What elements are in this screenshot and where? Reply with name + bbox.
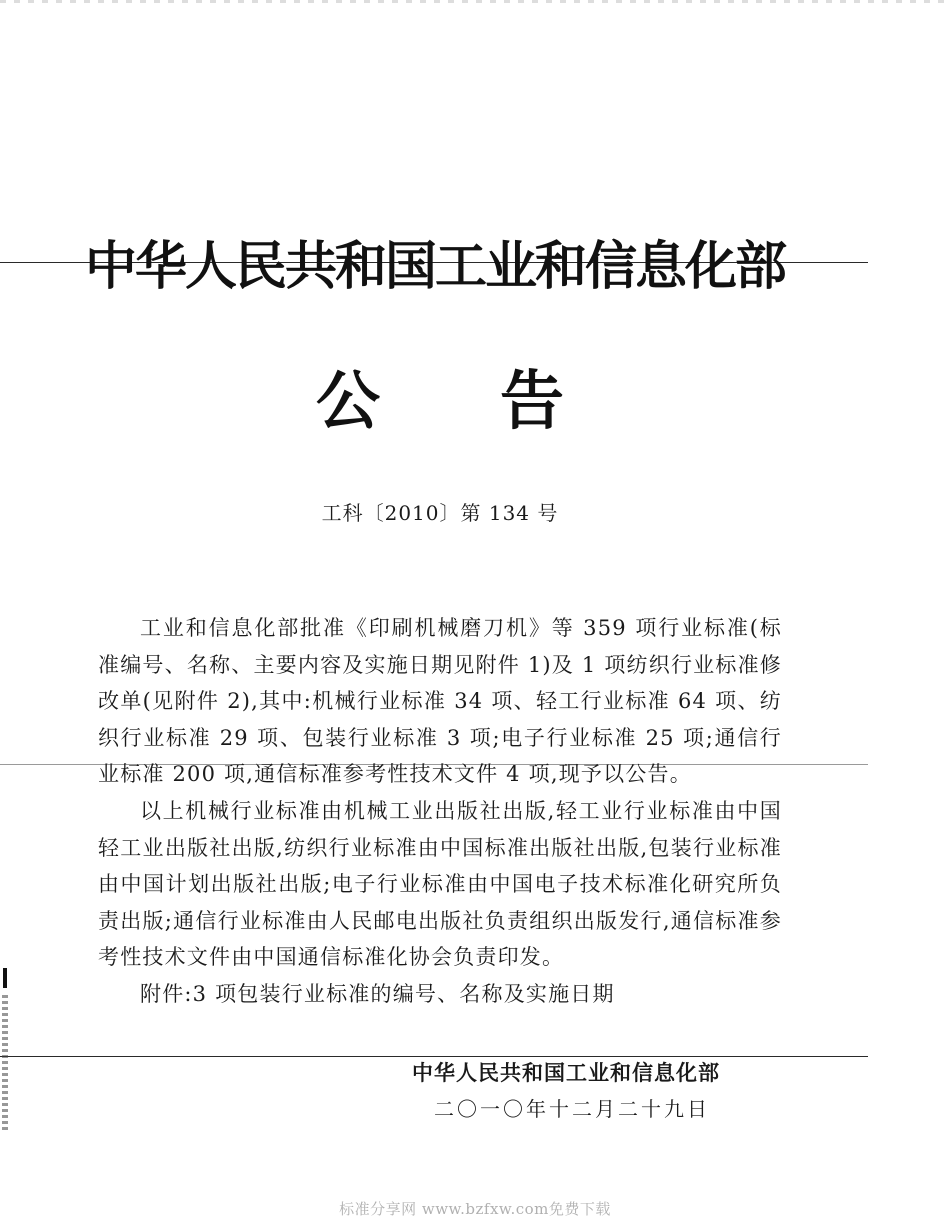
signature-date: 二〇一〇年十二月二十九日 [434, 1097, 710, 1121]
document-number: 工科〔2010〕第 134 号 [321, 501, 559, 525]
attachment-line: 附件:3 项包装行业标准的编号、名称及实施日期 [140, 981, 615, 1006]
signature-organization: 中华人民共和国工业和信息化部 [412, 1061, 720, 1085]
scan-edge-strip [2, 995, 8, 1130]
notice-body [98, 610, 782, 1013]
watermark: 标准分享网 www.bzfxw.com免费下载 [339, 1200, 611, 1218]
body-paragraph-1: 工业和信息化部批准《印刷机械磨刀机》等 359 项行业标准(标准编号、名称、主要内容及实施日期见附件 1)及 1 项纺织行业标准修改单(见附件 2),其中:机械行业标准 34 项、轻工行业标准 64 项、纺织行业标准 29 项、包装行业标准 3 项;电子行业标准 25 项;通信行业标准 200 项,通信标准参考性技术文件 4 项,现予以公告。 [98, 616, 782, 787]
signature-rule [0, 1056, 868, 1057]
notice-title: 公告 [316, 364, 684, 439]
body-paragraph-2: 以上机械行业标准由机械工业出版社出版,轻工业行业标准由中国轻工业出版社出版,纺织行业标准由中国标准出版社出版,包装行业标准由中国计划出版社出版;电子行业标准由中国电子技术标准化研究所负责出版;通信行业标准由人民邮电出版社负责组织出版发行,通信标准参考性技术文件由中国通信标准化协会负责印发。 [98, 798, 782, 970]
signature-block [412, 1058, 752, 1124]
scan-artifact-top [0, 0, 950, 3]
scan-edge-mark [3, 968, 7, 988]
ministry-header: 中华人民共和国工业和信息化部 [84, 237, 785, 297]
